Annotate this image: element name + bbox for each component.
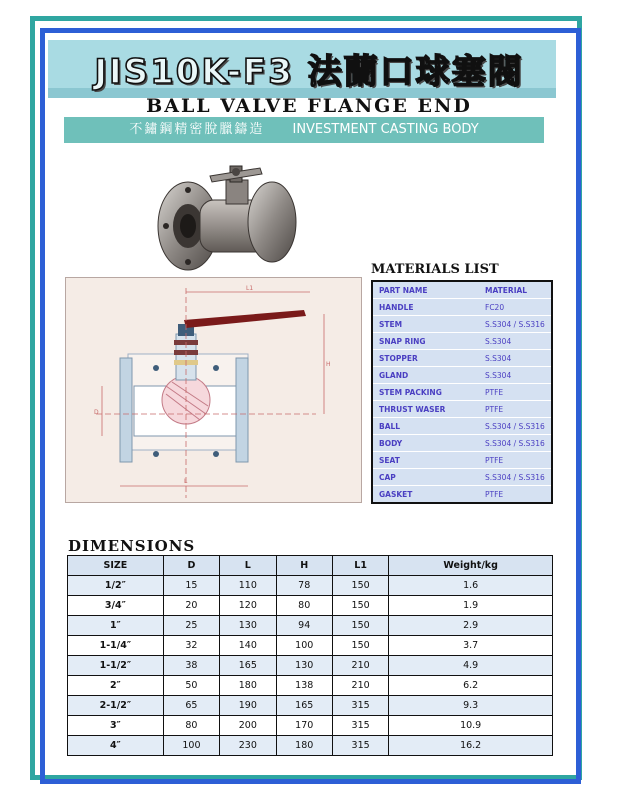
dimensions-value-cell: 210 (332, 676, 388, 696)
dimensions-size-cell: 1-1/4″ (68, 636, 164, 656)
materials-material: PTFE (479, 452, 552, 469)
dimensions-value-cell: 2.9 (389, 616, 553, 636)
materials-material: PTFE (479, 384, 552, 401)
dimensions-value-cell: 130 (276, 656, 332, 676)
materials-header-material: MATERIAL (479, 281, 552, 299)
dimensions-value-cell: 200 (220, 716, 276, 736)
dimensions-value-cell: 150 (332, 616, 388, 636)
materials-part-name: CAP (372, 469, 479, 486)
materials-header-row (372, 281, 552, 299)
dimensions-column-header: SIZE (68, 556, 164, 576)
materials-row (372, 452, 552, 469)
dimensions-header-row (68, 556, 553, 576)
materials-row (372, 299, 552, 316)
materials-part-name: THRUST WASER (372, 401, 479, 418)
dimensions-column-header: L1 (332, 556, 388, 576)
materials-part-name: GASKET (372, 486, 479, 504)
dimensions-row (68, 616, 553, 636)
materials-row (372, 384, 552, 401)
dimensions-size-cell: 4″ (68, 736, 164, 756)
dimensions-column-header: D (163, 556, 219, 576)
dimensions-value-cell: 315 (332, 736, 388, 756)
materials-table (371, 280, 553, 504)
dimensions-size-cell: 3/4″ (68, 596, 164, 616)
valve-cross-section-drawing (65, 277, 362, 503)
dimensions-value-cell: 94 (276, 616, 332, 636)
casting-band-text (64, 117, 544, 143)
dimensions-value-cell: 130 (220, 616, 276, 636)
dimensions-value-cell: 80 (163, 716, 219, 736)
valve-photo (150, 158, 300, 276)
label-h: H (326, 361, 331, 368)
dimensions-row (68, 736, 553, 756)
materials-material: S.S304 (479, 367, 552, 384)
dimensions-value-cell: 138 (276, 676, 332, 696)
materials-row (372, 418, 552, 435)
dimensions-size-cell: 3″ (68, 716, 164, 736)
page-subtitle: BALL VALVE FLANGE END (146, 95, 472, 117)
dimensions-value-cell: 150 (332, 636, 388, 656)
materials-material: S.S304 / S.S316 (479, 469, 552, 486)
dimensions-row (68, 676, 553, 696)
dimensions-table (67, 555, 553, 756)
materials-part-name: BODY (372, 435, 479, 452)
label-l1: L1 (246, 285, 254, 292)
dimensions-value-cell: 20 (163, 596, 219, 616)
dimensions-value-cell: 25 (163, 616, 219, 636)
materials-material: S.S304 / S.S316 (479, 435, 552, 452)
dimensions-column-header: L (220, 556, 276, 576)
dimensions-value-cell: 16.2 (389, 736, 553, 756)
materials-material: PTFE (479, 486, 552, 504)
dimensions-value-cell: 1.6 (389, 576, 553, 596)
materials-material: S.S304 (479, 350, 552, 367)
materials-part-name: GLAND (372, 367, 479, 384)
dimensions-value-cell: 65 (163, 696, 219, 716)
materials-part-name: SEAT (372, 452, 479, 469)
dimensions-row (68, 716, 553, 736)
label-d: D (94, 409, 99, 416)
dimensions-value-cell: 80 (276, 596, 332, 616)
dimensions-value-cell: 3.7 (389, 636, 553, 656)
materials-row (372, 350, 552, 367)
dimensions-value-cell: 32 (163, 636, 219, 656)
dimensions-row (68, 576, 553, 596)
dimensions-size-cell: 1-1/2″ (68, 656, 164, 676)
dimensions-value-cell: 230 (220, 736, 276, 756)
casting-band-cn: 不鏽鋼精密脫臘鑄造 (129, 122, 265, 137)
materials-material: S.S304 / S.S316 (479, 316, 552, 333)
materials-row (372, 333, 552, 350)
dimensions-value-cell: 100 (163, 736, 219, 756)
materials-part-name: BALL (372, 418, 479, 435)
dimensions-value-cell: 38 (163, 656, 219, 676)
dimensions-value-cell: 50 (163, 676, 219, 696)
dimensions-value-cell: 6.2 (389, 676, 553, 696)
dimensions-value-cell: 170 (276, 716, 332, 736)
materials-row (372, 469, 552, 486)
dimensions-value-cell: 15 (163, 576, 219, 596)
dimensions-value-cell: 180 (276, 736, 332, 756)
dimensions-column-header: H (276, 556, 332, 576)
materials-part-name: STEM PACKING (372, 384, 479, 401)
dimensions-value-cell: 180 (220, 676, 276, 696)
dimensions-row (68, 656, 553, 676)
drawing-svg (66, 278, 361, 502)
casting-band-en: INVESTMENT CASTING BODY (292, 122, 479, 137)
page-title: JIS10K-F3 法蘭口球塞閥 (94, 52, 524, 92)
dimensions-title: DIMENSIONS (68, 537, 196, 555)
dimensions-value-cell: 210 (332, 656, 388, 676)
dimensions-value-cell: 120 (220, 596, 276, 616)
materials-part-name: SNAP RING (372, 333, 479, 350)
materials-row (372, 435, 552, 452)
dimensions-value-cell: 1.9 (389, 596, 553, 616)
dimensions-row (68, 636, 553, 656)
dimensions-size-cell: 2-1/2″ (68, 696, 164, 716)
materials-part-name: STOPPER (372, 350, 479, 367)
dimensions-column-header: Weight/kg (389, 556, 553, 576)
materials-title: MATERIALS LIST (371, 262, 499, 277)
dimensions-value-cell: 315 (332, 696, 388, 716)
dimensions-value-cell: 4.9 (389, 656, 553, 676)
dimensions-value-cell: 110 (220, 576, 276, 596)
materials-header-part: PART NAME (372, 281, 479, 299)
materials-material: S.S304 (479, 333, 552, 350)
materials-material: PTFE (479, 401, 552, 418)
materials-part-name: STEM (372, 316, 479, 333)
label-l: L (184, 478, 188, 485)
materials-part-name: HANDLE (372, 299, 479, 316)
dimensions-value-cell: 100 (276, 636, 332, 656)
dimensions-row (68, 596, 553, 616)
dimensions-value-cell: 78 (276, 576, 332, 596)
dimensions-size-cell: 2″ (68, 676, 164, 696)
dimensions-value-cell: 165 (220, 656, 276, 676)
materials-row (372, 486, 552, 504)
materials-row (372, 367, 552, 384)
dimensions-value-cell: 10.9 (389, 716, 553, 736)
materials-material: FC20 (479, 299, 552, 316)
dimensions-value-cell: 165 (276, 696, 332, 716)
dimensions-row (68, 696, 553, 716)
dimensions-value-cell: 150 (332, 576, 388, 596)
dimensions-size-cell: 1″ (68, 616, 164, 636)
dimensions-size-cell: 1/2″ (68, 576, 164, 596)
dimensions-value-cell: 315 (332, 716, 388, 736)
dimensions-value-cell: 140 (220, 636, 276, 656)
materials-row (372, 401, 552, 418)
dimensions-value-cell: 9.3 (389, 696, 553, 716)
materials-row (372, 316, 552, 333)
dimensions-value-cell: 190 (220, 696, 276, 716)
dimensions-value-cell: 150 (332, 596, 388, 616)
materials-material: S.S304 / S.S316 (479, 418, 552, 435)
